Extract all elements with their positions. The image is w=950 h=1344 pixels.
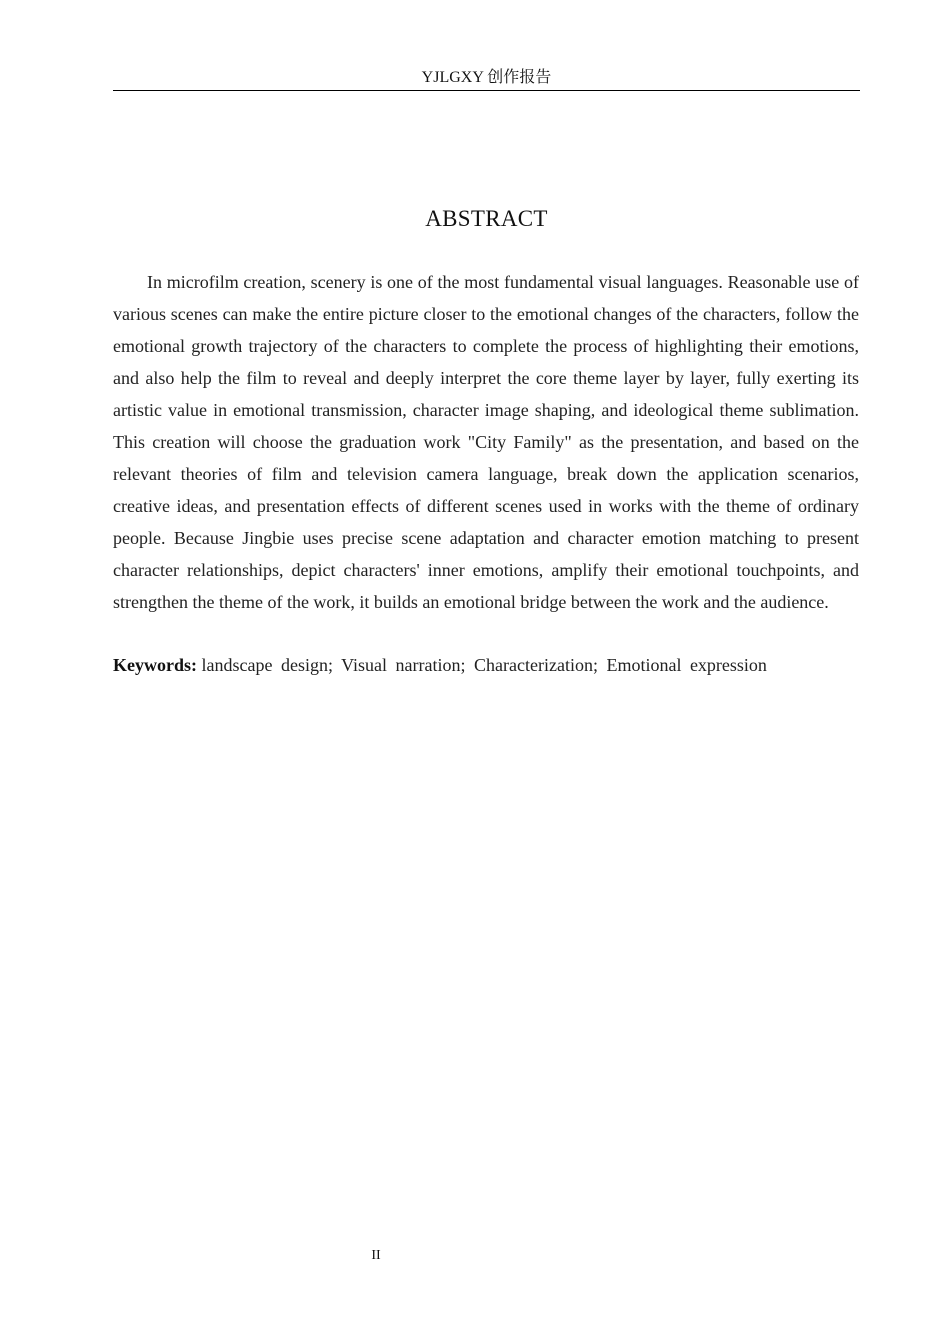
- running-header: YJLGXY 创作报告: [421, 69, 552, 86]
- page-number: II: [371, 1248, 381, 1263]
- abstract-title: ABSTRACT: [425, 206, 548, 231]
- keywords-line: [113, 650, 859, 680]
- header-rule: [113, 90, 860, 91]
- abstract-body: In microfilm creation, scenery is one of the most fundamental visual languages. Reasonable use of various scenes can make the entire picture closer to the emotional changes of the characters, follow the emotional growth trajectory of the characters to complete the process of highlighting their emotions, and also help the film to reveal and deeply interpret the core theme layer by layer, fully exerting its artistic value in emotional transmission, character image shaping, and ideological theme sublimation. This creation will choose the graduation work "City Family" as the presentation, and based on the relevant theories of film and television camera language, break down the application scenarios, creative ideas, and presentation effects of different scenes used in works with the theme of ordinary people. Because Jingbie uses precise scene adaptation and character emotion matching to present character relationships, depict characters' inner emotions, amplify their emotional touchpoints, and strengthen the theme of the work, it builds an emotional bridge between the work and the audience.: [113, 272, 859, 612]
- keywords-list: landscape design; Visual narration; Characterization; Emotional expression: [201, 655, 767, 675]
- keywords-label: Keywords:: [113, 655, 197, 675]
